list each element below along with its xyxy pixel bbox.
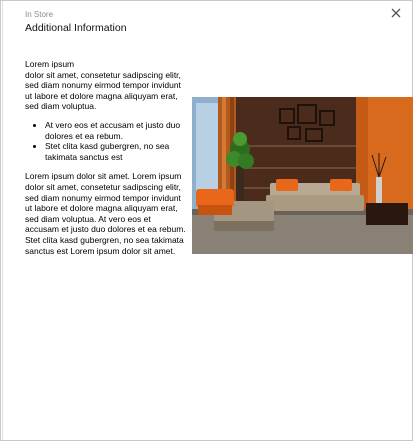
content-body [25, 59, 413, 256]
content-heading: Lorem ipsum [25, 59, 75, 69]
window-divider [2, 1, 3, 440]
paragraph-2: Lorem ipsum dolor sit amet. Lorem ipsum dolor sit amet, consetetur sadipscing elitr, sed diam nonumy eirmod tempor invidunt ut labore et dolore magna aliquyam erat, sed diam voluptua. At vero eos et accusam et justo duo dolores et ea rebum. Stet clita kasd gubergren, no sea takimata sanctus est Lorem ipsum dolor sit amet. [25, 171, 186, 256]
paragraph-1: dolor sit amet, consetetur sadipscing elitr, sed diam nonumy eirmod tempor invidunt ut labore et dolore magna aliquyam erat, sed diam voluptua. [25, 69, 181, 112]
close-icon[interactable] [389, 6, 403, 20]
dialog-subtitle: In Store [25, 10, 54, 19]
dialog-title: Additional Information [25, 22, 127, 34]
list-item: • At vero eos et accusam et justo duo dolores et ea rebum. [45, 120, 413, 141]
living-room-photo [192, 97, 413, 254]
list-item: • Stet clita kasd gubergren, no sea takimata sanctus est [45, 141, 413, 162]
